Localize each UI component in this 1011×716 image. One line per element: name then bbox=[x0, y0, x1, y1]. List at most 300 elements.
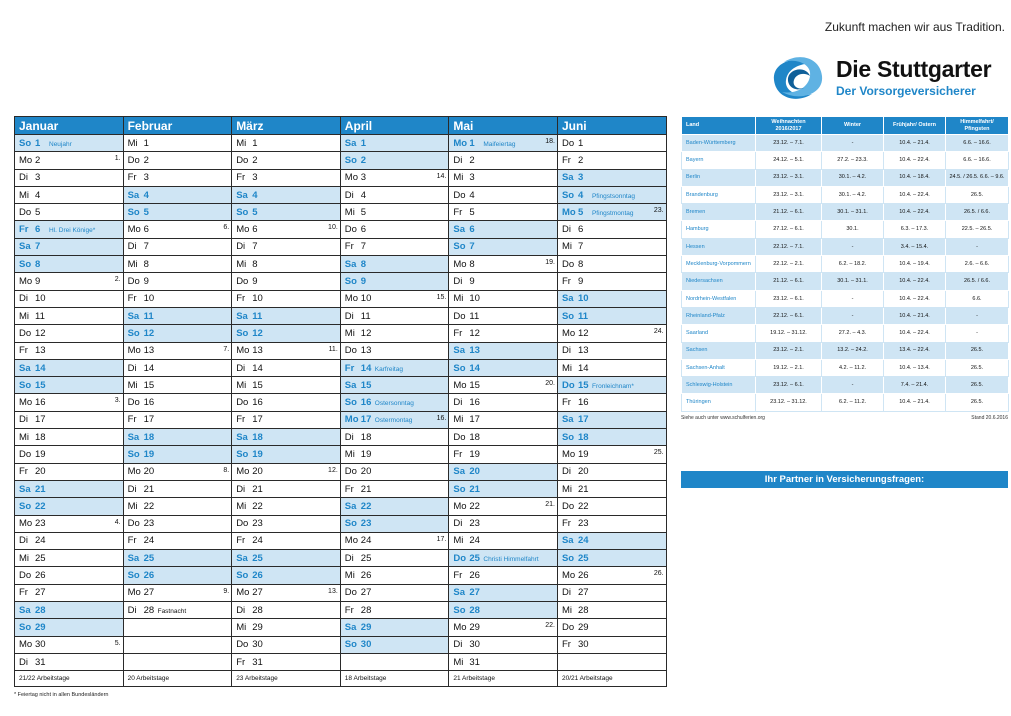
day-cell bbox=[232, 325, 341, 342]
weekday-label: Mo bbox=[127, 466, 141, 478]
holiday-label: Fastnacht bbox=[157, 607, 187, 615]
day-number: 11 bbox=[143, 310, 154, 322]
weekday-label: Do bbox=[236, 154, 249, 166]
day-cell bbox=[449, 204, 558, 221]
weekday-label: So bbox=[127, 570, 140, 582]
day-number: 17 bbox=[360, 414, 372, 426]
calendar-row bbox=[15, 221, 667, 238]
day-number: 7 bbox=[577, 241, 584, 253]
day-cell bbox=[232, 152, 341, 169]
day-cell bbox=[340, 307, 449, 324]
weekday-label: Do bbox=[344, 587, 357, 599]
calendar-row bbox=[15, 135, 667, 152]
weekday-label: Di bbox=[561, 466, 571, 478]
week-number: 22. bbox=[545, 622, 555, 630]
state-name: Saarland bbox=[682, 325, 756, 342]
weekday-label: Mi bbox=[236, 137, 247, 149]
holiday-footnote: * Feiertag nicht in allen Bundesländern bbox=[14, 692, 109, 698]
day-number: 7 bbox=[35, 241, 41, 253]
day-number: 14 bbox=[577, 362, 589, 374]
holiday-period: 6.6. bbox=[946, 290, 1009, 307]
day-cell bbox=[232, 550, 341, 567]
holiday-period: 26.5. bbox=[946, 377, 1009, 394]
day-number: 13 bbox=[35, 345, 46, 357]
holidays-header: Weihnachten 2016/2017 bbox=[756, 117, 822, 135]
day-cell bbox=[123, 238, 232, 255]
holiday-label: Pfingstsonntag bbox=[591, 192, 635, 200]
weekday-label: Mi bbox=[561, 604, 572, 616]
day-number: 12 bbox=[577, 327, 589, 339]
day-cell bbox=[232, 653, 341, 670]
month-header: März bbox=[232, 117, 341, 135]
day-cell bbox=[340, 169, 449, 186]
day-number: 29 bbox=[252, 621, 263, 633]
holidays-row bbox=[682, 273, 1009, 290]
day-number: 11 bbox=[360, 310, 371, 322]
holidays-source-note: Siehe auch unter www.schulferien.org bbox=[681, 415, 765, 421]
workdays-count: 23 Arbeitstage bbox=[232, 671, 341, 687]
weekday-label: Mo bbox=[344, 172, 358, 184]
holiday-period: 13.4. – 22.4. bbox=[884, 342, 946, 359]
weekday-label: So bbox=[236, 448, 249, 460]
weekday-label: Mo bbox=[561, 327, 576, 339]
day-cell bbox=[15, 636, 124, 653]
day-number: 13 bbox=[252, 345, 263, 357]
weekday-label: So bbox=[19, 379, 32, 391]
weekday-label: So bbox=[344, 154, 357, 166]
day-number: 8 bbox=[35, 258, 41, 270]
holiday-period: 19.12. – 31.12. bbox=[756, 325, 822, 342]
day-cell bbox=[449, 290, 558, 307]
day-number: 11 bbox=[252, 310, 263, 322]
day-cell bbox=[232, 204, 341, 221]
workdays-count: 20/21 Arbeitstage bbox=[557, 671, 666, 687]
day-cell bbox=[123, 480, 232, 497]
weekday-label: Sa bbox=[453, 224, 465, 236]
holiday-period: 10.4. – 22.4. bbox=[884, 273, 946, 290]
day-cell bbox=[449, 256, 558, 273]
holidays-header: Winter bbox=[822, 117, 884, 135]
weekday-label: Do bbox=[236, 276, 249, 288]
weekday-label: So bbox=[236, 327, 249, 339]
weekday-label: Fr bbox=[236, 293, 246, 305]
day-number: 11 bbox=[35, 310, 45, 322]
day-number: 24 bbox=[469, 535, 480, 547]
day-cell bbox=[232, 429, 341, 446]
day-number: 29 bbox=[469, 621, 480, 633]
week-number: 5. bbox=[114, 639, 121, 647]
weekday-label: Mi bbox=[344, 448, 355, 460]
day-number: 19 bbox=[252, 448, 263, 460]
holidays-row bbox=[682, 290, 1009, 307]
day-number: 4 bbox=[35, 189, 41, 201]
day-number: 25 bbox=[143, 552, 155, 564]
day-cell bbox=[557, 238, 666, 255]
weekday-label: Do bbox=[561, 500, 575, 512]
day-cell bbox=[123, 135, 232, 152]
state-name: Mecklenburg-Vorpommern bbox=[682, 256, 756, 273]
day-number: 16 bbox=[360, 397, 372, 409]
calendar-row bbox=[15, 515, 667, 532]
day-cell bbox=[123, 377, 232, 394]
day-number: 15 bbox=[360, 379, 372, 391]
day-cell bbox=[123, 342, 232, 359]
day-number: 3 bbox=[252, 172, 258, 184]
day-cell bbox=[232, 619, 341, 636]
weekday-label: Mi bbox=[19, 552, 30, 564]
day-cell bbox=[449, 135, 558, 152]
holiday-period: 10.4. – 21.4. bbox=[884, 307, 946, 324]
weekday-label: Do bbox=[127, 518, 140, 530]
holidays-row bbox=[682, 238, 1009, 255]
holiday-label: Maifeiertag bbox=[483, 140, 516, 148]
weekday-label: Sa bbox=[127, 189, 140, 201]
day-number: 28 bbox=[469, 604, 480, 616]
holiday-period: 22.12. – 6.1. bbox=[756, 307, 822, 324]
day-number: 17 bbox=[143, 414, 155, 426]
day-cell bbox=[557, 602, 666, 619]
weekday-label: Fr bbox=[236, 535, 246, 547]
day-number: 21 bbox=[577, 483, 589, 495]
holiday-period: 10.4. – 22.4. bbox=[884, 186, 946, 203]
week-number: 20. bbox=[545, 380, 555, 388]
day-number: 26 bbox=[577, 570, 589, 582]
holiday-period: 30.1. – 4.2. bbox=[822, 169, 884, 186]
day-cell bbox=[340, 377, 449, 394]
day-number: 27 bbox=[577, 587, 589, 599]
day-cell bbox=[340, 411, 449, 428]
day-cell bbox=[232, 135, 341, 152]
weekday-label: Fr bbox=[344, 362, 355, 374]
holiday-period: - bbox=[822, 377, 884, 394]
day-cell bbox=[449, 463, 558, 480]
day-cell bbox=[15, 532, 124, 549]
day-cell bbox=[232, 463, 341, 480]
weekday-label: So bbox=[127, 206, 140, 218]
day-number: 4 bbox=[469, 189, 475, 201]
weekday-label: Fr bbox=[561, 518, 571, 530]
day-number: 9 bbox=[252, 276, 258, 288]
day-cell bbox=[123, 186, 232, 203]
weekday-label: Di bbox=[344, 552, 354, 564]
holiday-label: Fronleichnam* bbox=[591, 382, 634, 390]
day-number: 13 bbox=[469, 345, 480, 357]
weekday-label: Di bbox=[127, 241, 137, 253]
weekday-label: Di bbox=[127, 604, 137, 616]
school-holidays-table bbox=[681, 116, 1009, 412]
holiday-period: 2.6. – 6.6. bbox=[946, 256, 1009, 273]
day-cell bbox=[340, 619, 449, 636]
day-number: 3 bbox=[35, 172, 41, 184]
holiday-period: 6.2. – 11.2. bbox=[822, 394, 884, 411]
day-cell bbox=[340, 325, 449, 342]
weekday-label: Sa bbox=[561, 535, 574, 547]
weekday-label: Sa bbox=[561, 172, 574, 184]
day-number: 27 bbox=[360, 587, 372, 599]
day-cell bbox=[340, 429, 449, 446]
day-cell bbox=[232, 359, 341, 376]
day-number: 25 bbox=[252, 552, 263, 564]
weekday-label: Fr bbox=[236, 656, 246, 668]
day-number: 27 bbox=[469, 587, 480, 599]
weekday-label: Di bbox=[561, 587, 571, 599]
weekday-label: Do bbox=[19, 570, 32, 582]
day-number: 7 bbox=[252, 241, 258, 253]
week-number: 6. bbox=[223, 224, 230, 232]
weekday-label: Mi bbox=[344, 206, 355, 218]
weekday-label: Sa bbox=[236, 189, 248, 201]
day-cell bbox=[340, 186, 449, 203]
day-cell bbox=[123, 550, 232, 567]
calendar-row bbox=[15, 359, 667, 376]
weekday-label: Sa bbox=[453, 466, 465, 478]
day-number: 5 bbox=[35, 206, 41, 218]
weekday-label: Do bbox=[19, 327, 32, 339]
weekday-label: Mo bbox=[236, 587, 250, 599]
state-name: Sachsen-Anhalt bbox=[682, 359, 756, 376]
day-cell bbox=[449, 238, 558, 255]
day-cell bbox=[557, 550, 666, 567]
week-number: 13. bbox=[328, 587, 338, 595]
calendar-row bbox=[15, 256, 667, 273]
holidays-row bbox=[682, 359, 1009, 376]
week-number: 23. bbox=[653, 207, 664, 215]
holiday-period: 26.5. / 6.6. bbox=[946, 204, 1009, 221]
day-cell bbox=[557, 290, 666, 307]
day-cell bbox=[449, 567, 558, 584]
weekday-label: Di bbox=[127, 483, 137, 495]
day-number: 3 bbox=[469, 172, 475, 184]
holiday-period: 26.5. bbox=[946, 342, 1009, 359]
day-number: 23 bbox=[35, 518, 46, 530]
holiday-label: Pfingstmontag bbox=[591, 209, 634, 217]
day-cell bbox=[340, 238, 449, 255]
day-cell bbox=[232, 290, 341, 307]
weekday-label: Fr bbox=[19, 345, 28, 357]
day-cell bbox=[15, 204, 124, 221]
day-cell bbox=[15, 515, 124, 532]
weekday-label: So bbox=[236, 570, 249, 582]
day-number: 17 bbox=[577, 414, 589, 426]
weekday-label: Sa bbox=[236, 431, 248, 443]
week-number: 3. bbox=[114, 397, 121, 405]
holidays-date-note: Stand 20.6.2016 bbox=[971, 415, 1008, 421]
day-number: 19 bbox=[143, 448, 155, 460]
week-number: 7. bbox=[223, 345, 230, 353]
weekday-label: Di bbox=[19, 414, 28, 426]
weekday-label: Mo bbox=[19, 154, 33, 166]
day-cell bbox=[557, 446, 666, 463]
day-number: 1 bbox=[35, 137, 41, 149]
holidays-row bbox=[682, 186, 1009, 203]
day-number: 18 bbox=[577, 431, 589, 443]
holidays-row bbox=[682, 135, 1009, 152]
day-cell bbox=[340, 636, 449, 653]
calendar-row bbox=[15, 567, 667, 584]
holiday-period: 10.4. – 18.4. bbox=[884, 169, 946, 186]
weekday-label: Mi bbox=[344, 327, 355, 339]
day-number: 19 bbox=[469, 448, 480, 460]
day-cell bbox=[123, 602, 232, 619]
weekday-label: Mi bbox=[127, 500, 138, 512]
day-number: 23 bbox=[360, 518, 372, 530]
holiday-period: - bbox=[946, 325, 1009, 342]
day-number: 22 bbox=[469, 500, 480, 512]
day-cell bbox=[123, 446, 232, 463]
day-number: 9 bbox=[469, 276, 475, 288]
day-cell bbox=[232, 307, 341, 324]
holiday-period: 6.3. – 17.3. bbox=[884, 221, 946, 238]
day-number: 2 bbox=[143, 154, 149, 166]
day-cell bbox=[449, 498, 558, 515]
day-number: 1 bbox=[360, 137, 367, 149]
day-number: 15 bbox=[252, 379, 263, 391]
weekday-label: Sa bbox=[453, 345, 465, 357]
day-cell bbox=[557, 515, 666, 532]
day-cell bbox=[449, 429, 558, 446]
day-cell bbox=[449, 152, 558, 169]
day-cell bbox=[340, 584, 449, 601]
holidays-header: Himmelfahrt/ Pfingsten bbox=[946, 117, 1009, 135]
weekday-label: Sa bbox=[19, 483, 31, 495]
weekday-label: Do bbox=[453, 431, 466, 443]
weekday-label: Fr bbox=[453, 327, 463, 339]
day-cell bbox=[232, 342, 341, 359]
day-cell bbox=[232, 567, 341, 584]
weekday-label: Fr bbox=[344, 241, 354, 253]
day-cell bbox=[557, 152, 666, 169]
weekday-label: Di bbox=[344, 431, 354, 443]
weekday-label: Mi bbox=[127, 379, 138, 391]
day-number: 25 bbox=[360, 552, 372, 564]
weekday-label: So bbox=[19, 500, 32, 512]
weekday-label: Mo bbox=[236, 466, 250, 478]
day-number: 21 bbox=[360, 483, 372, 495]
day-cell bbox=[15, 135, 124, 152]
day-cell bbox=[15, 169, 124, 186]
calendar-row bbox=[15, 394, 667, 411]
holiday-period: 27.2. – 4.3. bbox=[822, 325, 884, 342]
day-cell bbox=[340, 446, 449, 463]
week-number: 4. bbox=[114, 518, 121, 526]
holidays-row bbox=[682, 394, 1009, 411]
day-number: 16 bbox=[143, 397, 155, 409]
day-cell bbox=[557, 653, 666, 670]
state-name: Bremen bbox=[682, 204, 756, 221]
day-number: 22 bbox=[143, 500, 155, 512]
day-cell bbox=[557, 135, 666, 152]
day-number: 17 bbox=[252, 414, 263, 426]
weekday-label: Di bbox=[19, 172, 28, 184]
day-number: 8 bbox=[360, 258, 367, 270]
day-number: 3 bbox=[360, 172, 367, 184]
day-cell bbox=[232, 238, 341, 255]
workdays-count: 21/22 Arbeitstage bbox=[15, 671, 124, 687]
day-number: 1 bbox=[577, 137, 584, 149]
weekday-label: So bbox=[561, 552, 575, 564]
weekday-label: So bbox=[344, 518, 357, 530]
day-cell bbox=[449, 480, 558, 497]
day-cell bbox=[15, 221, 124, 238]
day-number: 8 bbox=[469, 258, 475, 270]
holiday-period: 6.6. – 16.6. bbox=[946, 135, 1009, 152]
state-name: Thüringen bbox=[682, 394, 756, 411]
weekday-label: Fr bbox=[344, 483, 354, 495]
day-number: 2 bbox=[252, 154, 258, 166]
weekday-label: Fr bbox=[453, 570, 463, 582]
day-cell bbox=[232, 602, 341, 619]
day-cell bbox=[449, 394, 558, 411]
day-cell bbox=[15, 446, 124, 463]
weekday-label: Mi bbox=[453, 414, 464, 426]
day-number: 9 bbox=[360, 276, 367, 288]
day-cell bbox=[449, 532, 558, 549]
month-header-row bbox=[15, 117, 667, 135]
holidays-row bbox=[682, 342, 1009, 359]
weekday-label: Di bbox=[561, 345, 571, 357]
week-number: 11. bbox=[328, 345, 338, 353]
weekday-label: Fr bbox=[19, 587, 28, 599]
day-cell bbox=[123, 498, 232, 515]
weekday-label: So bbox=[453, 362, 466, 374]
state-name: Rheinland-Pfalz bbox=[682, 307, 756, 324]
day-number: 26 bbox=[469, 570, 480, 582]
holiday-period: 22.12. – 7.1. bbox=[756, 238, 822, 255]
day-cell bbox=[557, 221, 666, 238]
calendar-row bbox=[15, 498, 667, 515]
holiday-period: 4.2. – 11.2. bbox=[822, 359, 884, 376]
day-cell bbox=[557, 307, 666, 324]
day-number: 24 bbox=[252, 535, 263, 547]
weekday-label: Mi bbox=[561, 241, 572, 253]
holiday-label: Ostersonntag bbox=[374, 400, 414, 408]
state-name: Baden-Württemberg bbox=[682, 135, 756, 152]
day-cell bbox=[232, 377, 341, 394]
weekday-label: Sa bbox=[19, 604, 31, 616]
weekday-label: Do bbox=[127, 397, 140, 409]
holiday-label: Ostermontag bbox=[374, 417, 413, 425]
day-cell bbox=[340, 550, 449, 567]
weekday-label: Mo bbox=[453, 379, 467, 391]
day-cell bbox=[449, 377, 558, 394]
weekday-label: Do bbox=[236, 639, 249, 651]
calendar-row bbox=[15, 152, 667, 169]
weekday-label: Di bbox=[453, 639, 463, 651]
workdays-count: 18 Arbeitstage bbox=[340, 671, 449, 687]
calendar-row bbox=[15, 325, 667, 342]
day-cell bbox=[232, 446, 341, 463]
day-cell bbox=[232, 221, 341, 238]
weekday-label: Mo bbox=[561, 448, 576, 460]
day-cell bbox=[557, 480, 666, 497]
day-number: 29 bbox=[577, 621, 589, 633]
weekday-label: Mo bbox=[127, 345, 141, 357]
day-cell bbox=[15, 256, 124, 273]
day-cell bbox=[340, 515, 449, 532]
day-number: 9 bbox=[577, 276, 584, 288]
calendar-row bbox=[15, 273, 667, 290]
weekday-label: Do bbox=[561, 379, 575, 391]
day-cell bbox=[557, 636, 666, 653]
weekday-label: Mi bbox=[453, 656, 464, 668]
day-cell bbox=[340, 204, 449, 221]
day-cell bbox=[449, 186, 558, 203]
day-cell bbox=[557, 394, 666, 411]
week-number: 24. bbox=[653, 328, 664, 336]
holiday-period: 23.12. – 6.1. bbox=[756, 290, 822, 307]
weekday-label: Sa bbox=[344, 258, 357, 270]
day-cell bbox=[340, 290, 449, 307]
